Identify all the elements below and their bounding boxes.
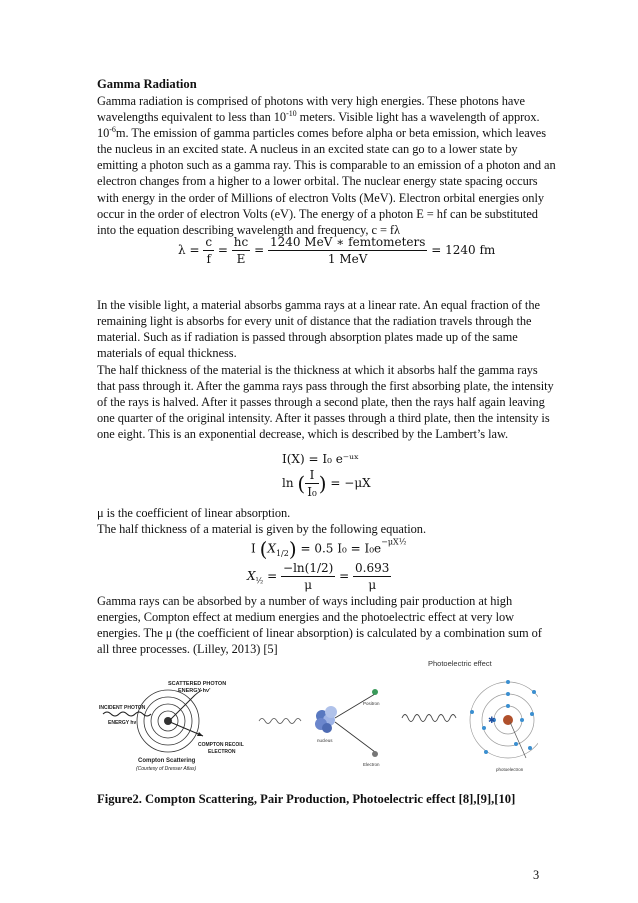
svg-text:SCATTERED PHOTON: SCATTERED PHOTON xyxy=(168,681,227,687)
svg-text:ENERGY hν: ENERGY hν xyxy=(108,720,137,726)
photoelectric-figure xyxy=(398,676,538,778)
section-heading: Gamma Radiation xyxy=(97,77,197,91)
svg-text:COMPTON RECOIL: COMPTON RECOIL xyxy=(198,742,244,748)
svg-text:Positron: Positron xyxy=(363,701,380,706)
svg-text:photoelectron: photoelectron xyxy=(496,767,524,772)
svg-text:INCIDENT PHOTON: INCIDENT PHOTON xyxy=(99,705,146,711)
paragraph-half-thickness-intro: The half thickness of a material is given by the following equation. xyxy=(97,522,426,536)
equation-lambert: I(X) = I₀ e⁻ᵘˣ xyxy=(282,452,360,466)
paragraph-absorption-methods: Gamma rays can be absorbed by a number of ways including pair production at high energies, Compton effect at medium energies and the photoelectric effect at very low energies. The μ (the coefficient of linear absorption) is calculated by a combination sum of all three processes. (Lilley, 2013) [5] xyxy=(97,594,542,657)
svg-text:Compton Scattering: Compton Scattering xyxy=(138,758,196,764)
nucleus-icon xyxy=(315,706,337,733)
positron-icon xyxy=(372,689,378,695)
paragraph-linear-absorption: In the visible light, a material absorbs gamma rays at a linear rate. An equal fraction of the remaining light is absorbs for every unit of distance that the radiation travels through the material. Such as if radiation is passed through absorption plates made up of the same materials of equal thickness. xyxy=(97,298,540,361)
svg-text:✱: ✱ xyxy=(488,716,496,726)
equation-half-intensity: I $(X_{1/2}) = 0.5$ $I_0 = I_0e^{-\mu X\frac{1}{2}}$ xyxy=(251,537,407,561)
photoelectric-label: Photoelectric effect xyxy=(428,659,492,668)
paragraph-mu-definition: μ is the coefficient of linear absorption. xyxy=(97,506,291,520)
svg-text:nucleus: nucleus xyxy=(317,738,333,743)
paragraph-half-thickness: The half thickness of the material is the thickness at which it absorbs half the gamma rays that pass through it. After the gamma rays pass through the first absorbing plate, the intensity of the rays is halved. After it passes through a second plate, then the rays half again leaving one quarter of the original intensity. After it passes through a third plate, then the intensity is one eight. This is an exponential decrease, which is described by the Lambert’s law. xyxy=(97,363,554,442)
figure-caption: Figure2. Compton Scattering, Pair Production, Photoelectric effect [8],[9],[10] xyxy=(97,792,516,806)
svg-text:Electron: Electron xyxy=(363,762,380,767)
paragraph-gamma-intro: Gamma radiation is comprised of photons with very high energies. These photons have wavelengths equivalent to less than $10^{-10}$ meters. Visible light has a wavelength of approx. $10^{-6}m$. The emission of gamma particles comes before alpha or beta emission, which leaves the nucleus in an excited state. A nucleus in an excited state can go to a lower state by emitting a photon such as a gamma ray. This is comparable to an emission of a photon and an electron changes from a higher to a lower orbital. The nuclear energy state spacing occurs with energy in the order of Millions of electron Volts (MeV). Electron orbital energies only occur in the order of electron Volts (eV). The energy of a photon E = hf can be substituted into the equation describing wavelength and frequency, c = fλ xyxy=(97,94,556,237)
compton-scattering-figure xyxy=(98,676,256,778)
svg-text:(Courtesy of Dresser Atlas): (Courtesy of Dresser Atlas) xyxy=(136,766,197,772)
equation-half-thickness: $X_{\frac{1}{2}}$ = $\frac{-\ln(1/2)}{\mu}$ = $\frac{0.693}{\mu}$ xyxy=(247,561,390,592)
electron-icon xyxy=(372,751,378,757)
svg-text:ENERGY hν': ENERGY hν' xyxy=(178,688,211,694)
pair-production-figure xyxy=(257,676,397,778)
page-number: 3 xyxy=(533,868,540,882)
atom-nucleus-icon xyxy=(503,715,513,725)
equation-wavelength: λ = $\frac{c}{f}$ = $\frac{hc}{E}$ = $\frac{\text{1240 MeV ∗ femtometers}}{\text{1 MeV}}$ = 1240 fm xyxy=(178,235,496,266)
equation-log: ln ( $\frac{I}{\text{I₀}}$ ) = −μX xyxy=(282,468,371,499)
svg-text:ELECTRON: ELECTRON xyxy=(208,749,236,755)
